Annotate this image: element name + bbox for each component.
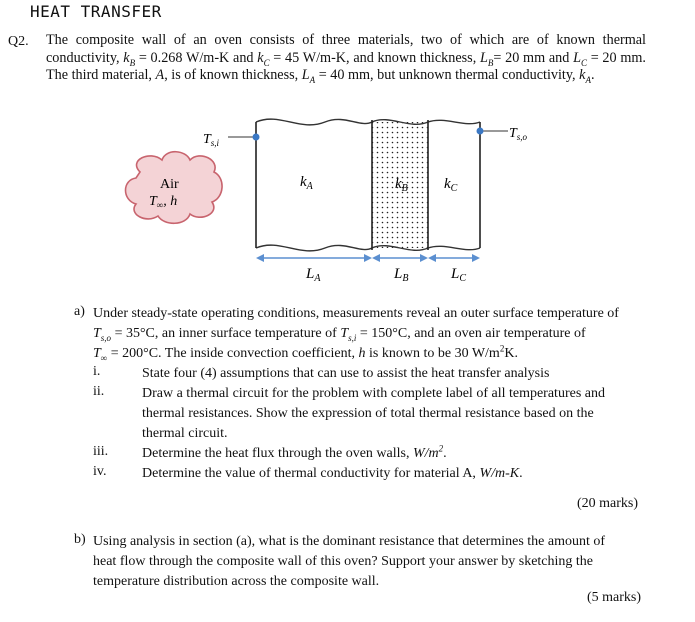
- wall-top-c: [428, 120, 480, 123]
- ka-label: $k_A$: [300, 174, 313, 192]
- ts-i-label: $T_{s,i}$: [203, 132, 220, 148]
- kc-label: $k_C$: [444, 176, 458, 194]
- la-label: $L_A$: [306, 266, 321, 284]
- question-number: Q2.: [8, 34, 29, 49]
- page-header: HEAT TRANSFER: [30, 2, 162, 21]
- air-label: Air: [160, 177, 179, 192]
- part-b-label: b): [74, 532, 86, 547]
- part-b-marks: (5 marks): [587, 590, 642, 605]
- ts-i-point: [253, 134, 260, 141]
- lc-label: $L_C$: [451, 266, 467, 284]
- part-a-label: a): [74, 304, 85, 319]
- question-intro: The composite wall of an oven consists of three materials, two of which are of known thermal conductivity, $k_B = 0.268$ W/m-K and $k_C = 45$ W/m-K, and known thickness, $L_B= 20$ mm and $L_C = 20$ mm. The third material, A, is of known thickness, $L_A = 40$ mm, but unknown thermal conductivity, $k_A$.: [46, 32, 646, 86]
- item-iii-number: iii.: [93, 444, 109, 459]
- kb-label: $k_B$: [395, 176, 408, 194]
- part-a-statement: Under steady-state operating conditions, measurements reveal an outer surface temperature of $T_{s,o} = 35^\circ C$, an inner surface temperature of $T_{s,i} = 150^\circ C$, and an oven air temperature of $T_\infty = 200^\circ C$. The inside convection coefficient, h is known to be 30 $W/m^2K$.: [93, 306, 619, 363]
- lb-label: $L_B$: [394, 266, 409, 284]
- ts-o-label: $T_{s,o}$: [509, 126, 528, 142]
- item-ii-text: Draw a thermal circuit for the problem with complete label of all temperatures and thermal resistances. Show the expression of total thermal resistance based on the thermal circuit.: [142, 386, 605, 441]
- t-inf-label: $T_\infty$, h: [149, 194, 178, 210]
- item-iv-number: iv.: [93, 464, 107, 479]
- wall-top-a: [256, 119, 372, 125]
- item-iv-text: Determine the value of thermal conductivity for material A, W/m-K.: [142, 466, 523, 481]
- item-i-text: State four (4) assumptions that can use to assist the heat transfer analysis: [142, 366, 550, 381]
- item-iii-text: Determine the heat flux through the oven walls, $W/m^2$.: [142, 443, 447, 461]
- dimension-arrows: [256, 254, 480, 262]
- wall-bottom-c: [428, 246, 480, 249]
- item-ii-number: ii.: [93, 384, 105, 399]
- part-b-statement: Using analysis in section (a), what is the dominant resistance that determines the amount of heat flow through the composite wall of this oven? Support your answer by sketching the temperature distribution across the composite wall.: [93, 534, 606, 589]
- ts-o-point: [477, 128, 484, 135]
- part-a-marks: (20 marks): [577, 496, 639, 511]
- item-i-number: i.: [93, 364, 101, 379]
- composite-wall-figure: [0, 0, 695, 300]
- wall-bottom-a: [256, 245, 372, 251]
